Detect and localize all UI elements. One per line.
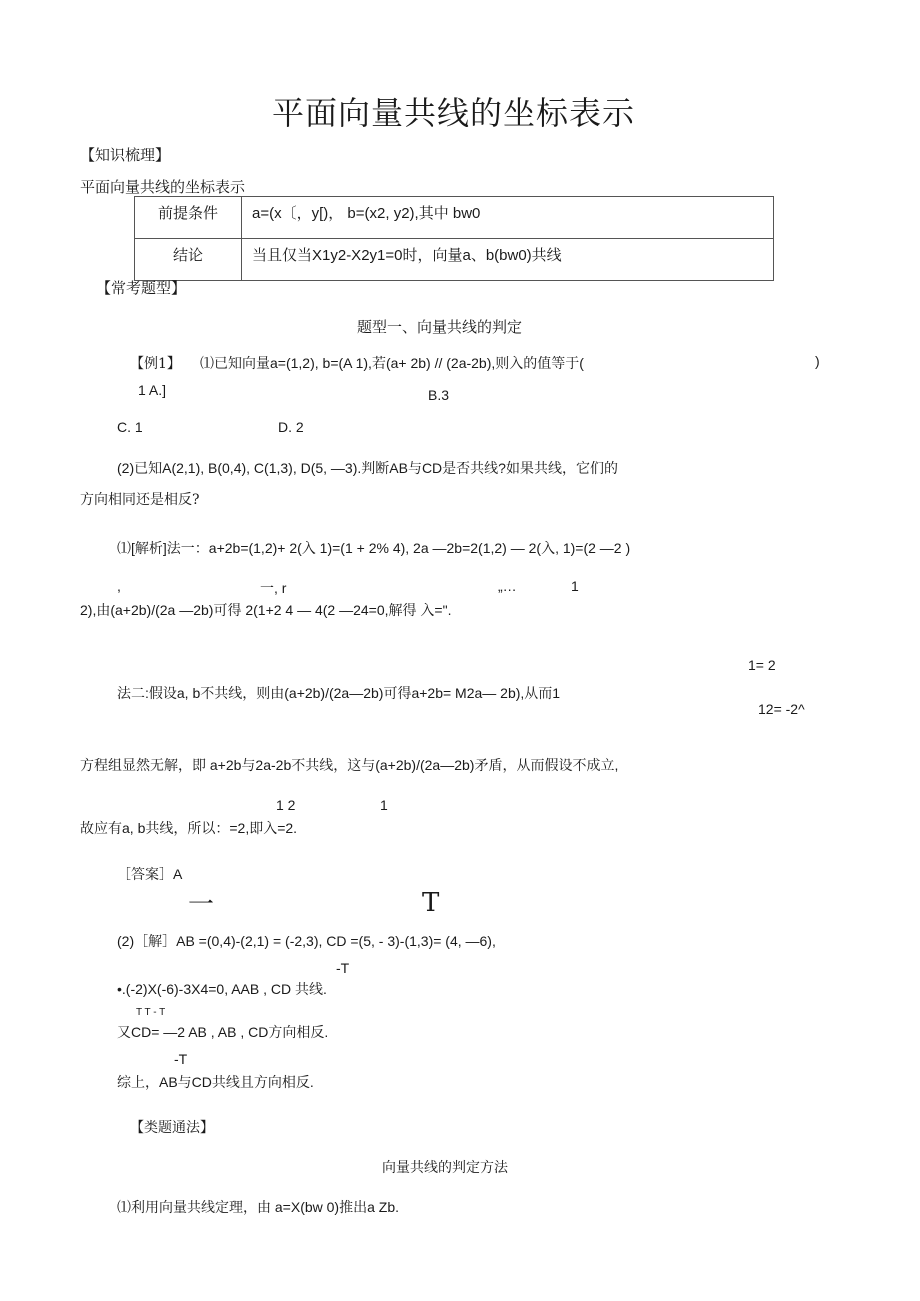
table-value-cell: a=(x〔，y[)， b=(x2, y2),其中 bw0 xyxy=(242,197,774,239)
vector-arrow-mark: -T xyxy=(336,960,350,976)
solution1-fragment-r: 一, r xyxy=(260,580,287,596)
table-row xyxy=(135,197,774,239)
table-value-cell: 当且仅当X1y2-X2y1=0时，向量a、b(bw0)共线 xyxy=(242,239,774,281)
type1-title: 题型一、向量共线的判定 xyxy=(357,318,523,336)
solution1-fragment-1: 1 xyxy=(571,578,579,594)
vector-arrow-marks: T T - T xyxy=(136,1007,166,1018)
example-label: 【例1】 xyxy=(130,356,181,372)
example1-question1: ⑴已知向量a=(1,2), b=(A 1),若(a+ 2b) // (2a-2b),则入的值等于( xyxy=(200,355,584,371)
knowledge-table xyxy=(134,196,774,281)
method-line1: ⑴利用向量共线定理，由 a=X(bw 0)推出a Zb. xyxy=(117,1199,399,1215)
solution-q2-line2: •.(-2)X(-6)-3X4=0, AAB , CD 共线. xyxy=(117,981,327,997)
section-method-heading: 【类题通法】 xyxy=(130,1120,214,1136)
table-key-cell: 结论 xyxy=(135,239,242,281)
solution-q2-line1: (2)［解］AB =(0,4)-(2,1) = (-2,3), CD =(5, - 3)-(1,3)= (4, —6), xyxy=(117,933,496,949)
solution1-line2: 2),由(a+2b)/(2a —2b)可得 2(1+2 4 — 4(2 —24=0,解得 入=". xyxy=(80,602,452,618)
solution-q2-line4: 综上，AB与CD共线且方向相反. xyxy=(117,1074,314,1090)
option-a: 1 A.] xyxy=(138,382,167,398)
solution-q2-line3: 又CD= —2 AB , AB , CD方向相反. xyxy=(117,1024,329,1040)
fraction-numerator-1: 1 xyxy=(380,797,388,813)
table-row xyxy=(135,239,774,281)
solution1-line1: ⑴[解析]法一：a+2b=(1,2)+ 2(入 1)=(1 + 2% 4), 2a —2b=2(1,2) — 2(入, 1)=(2 —2 ) xyxy=(117,540,631,556)
example1-question2-line2: 方向相同还是相反? xyxy=(80,492,200,508)
solution1-fragment-comma: , xyxy=(117,578,121,594)
equation-top: 1= 2 xyxy=(748,657,776,673)
vector-t-glyph: T xyxy=(422,888,440,918)
solution2-line1: 法二:假设a, b不共线，则由(a+2b)/(2a—2b)可得a+2b= M2a— 2b),从而1 xyxy=(117,685,561,701)
solution2-line3: 故应有a, b共线，所以：=2,即入=2. xyxy=(80,820,298,836)
example1-question2-line1: (2)已知A(2,1), B(0,4), C(1,3), D(5, —3).判断AB与CD是否共线?如果共线，它们的 xyxy=(117,460,618,476)
knowledge-subtitle: 平面向量共线的坐标表示 xyxy=(80,178,246,196)
section-types-heading: 【常考题型】 xyxy=(96,279,187,297)
vector-arrow-mark: -T xyxy=(174,1051,188,1067)
table-key-cell: 前提条件 xyxy=(135,197,242,239)
answer-line: ［答案］A xyxy=(117,866,183,882)
option-d: D. 2 xyxy=(278,419,304,435)
fraction-numerator-12: 1 2 xyxy=(276,797,296,813)
equation-bottom: 12= -2^ xyxy=(758,701,805,717)
option-b: B.3 xyxy=(428,387,450,403)
method-title: 向量共线的判定方法 xyxy=(382,1160,508,1176)
option-c: C. 1 xyxy=(117,419,143,435)
example1-paren-close: ) xyxy=(815,353,820,369)
section-knowledge-heading: 【知识梳理】 xyxy=(80,146,171,164)
vector-dash-glyph: 一 xyxy=(188,890,215,920)
page-title: 平面向量共线的坐标表示 xyxy=(272,94,636,132)
solution2-line2: 方程组显然无解，即 a+2b与2a-2b不共线，这与(a+2b)/(2a—2b)矛盾，从而假设不成立, xyxy=(80,757,619,773)
solution1-fragment-dots: „… xyxy=(498,578,517,594)
